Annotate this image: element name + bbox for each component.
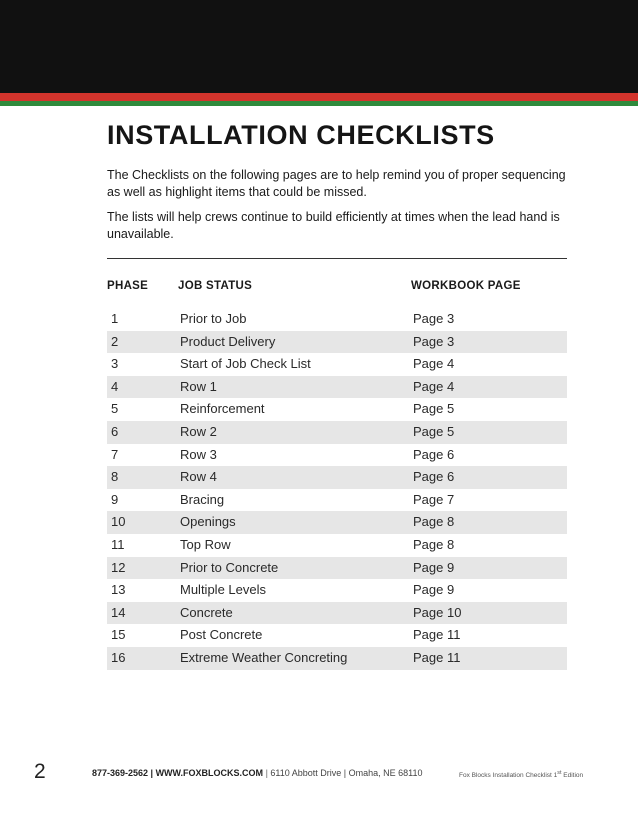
footer-contact-line [92, 768, 423, 778]
table-row [107, 421, 567, 444]
phase-cell: 13 [111, 582, 126, 598]
section-divider [107, 258, 567, 259]
phase-cell: 5 [111, 401, 119, 417]
table-row [107, 444, 567, 467]
job-status-cell: Row 3 [180, 446, 217, 462]
footer-edition [459, 770, 583, 779]
workbook-page-cell: Page 6 [413, 469, 455, 485]
page-number: 2 [34, 760, 46, 783]
workbook-page-cell: Page 4 [413, 356, 455, 372]
workbook-page-cell: Page 11 [413, 627, 461, 643]
footer-edition-superscript: st [557, 770, 562, 776]
table-row [107, 353, 567, 376]
checklist-table [107, 308, 567, 670]
footer-separator: | [263, 768, 271, 778]
table-row [107, 466, 567, 489]
workbook-page-cell: Page 8 [413, 514, 455, 530]
phase-cell: 3 [111, 356, 119, 372]
phase-cell: 6 [111, 423, 119, 439]
table-row [107, 331, 567, 354]
workbook-page-cell: Page 9 [413, 582, 455, 598]
table-row [107, 534, 567, 557]
table-row [107, 557, 567, 580]
workbook-page-cell: Page 4 [413, 378, 455, 394]
phase-cell: 11 [111, 536, 125, 552]
footer-edition-suffix: Edition [561, 772, 584, 780]
job-status-cell: Row 4 [180, 469, 217, 485]
workbook-page-cell: Page 6 [413, 446, 455, 462]
column-header-job-status: JOB STATUS [178, 280, 253, 292]
phase-cell: 1 [111, 311, 119, 326]
table-row [107, 579, 567, 602]
table-row [107, 489, 567, 512]
workbook-page-cell: Page 8 [413, 536, 455, 552]
footer-phone-and-website[interactable]: 877-369-2562 | WWW.FOXBLOCKS.COM [92, 768, 264, 778]
job-status-cell: Start of Job Check List [180, 356, 311, 372]
phase-cell: 15 [111, 627, 126, 643]
job-status-cell: Extreme Weather Concreting [180, 649, 348, 665]
job-status-cell: Reinforcement [180, 401, 265, 417]
header-green-stripe [0, 101, 638, 106]
phase-cell: 10 [111, 514, 126, 530]
job-status-cell: Top Row [180, 536, 231, 552]
footer-address: 6110 Abbott Drive | Omaha, NE 68110 [270, 768, 423, 778]
workbook-page-cell: Page 3 [413, 333, 455, 349]
job-status-cell: Prior to Job [180, 311, 247, 326]
table-row [107, 308, 567, 331]
job-status-cell: Row 1 [180, 378, 217, 394]
phase-cell: 7 [111, 446, 119, 462]
job-status-cell: Concrete [180, 604, 233, 620]
intro-paragraph-1: The Checklists on the following pages are to help remind you of proper sequencing as well as highlight items that could be missed. [107, 168, 566, 199]
phase-cell: 9 [111, 491, 119, 507]
workbook-page-cell: Page 5 [413, 401, 455, 417]
job-status-cell: Product Delivery [180, 333, 276, 349]
workbook-page-cell: Page 9 [413, 559, 455, 575]
table-row [107, 376, 567, 399]
phase-cell: 12 [111, 559, 126, 575]
job-status-cell: Row 2 [180, 423, 217, 439]
workbook-page-cell: Page 10 [413, 604, 462, 620]
column-header-phase: PHASE [107, 280, 149, 292]
phase-cell: 2 [111, 333, 119, 349]
phase-cell: 14 [111, 604, 126, 620]
table-row [107, 602, 567, 625]
page-title: INSTALLATION CHECKLISTS [107, 120, 495, 150]
phase-cell: 8 [111, 469, 119, 485]
job-status-cell: Bracing [180, 491, 225, 507]
table-row [107, 624, 567, 647]
table-row [107, 398, 567, 421]
table-row [107, 511, 567, 534]
phase-cell: 4 [111, 378, 119, 394]
job-status-cell: Multiple Levels [180, 582, 266, 598]
job-status-cell: Prior to Concrete [180, 559, 279, 575]
workbook-page-cell: Page 7 [413, 491, 455, 507]
workbook-page-cell: Page 5 [413, 423, 455, 439]
phase-cell: 16 [111, 649, 126, 665]
workbook-page-cell: Page 11 [413, 649, 461, 665]
intro-paragraph-2: The lists will help crews continue to build efficiently at times when the lead hand is unavailable. [107, 210, 560, 241]
workbook-page-cell: Page 3 [413, 311, 455, 326]
column-header-workbook-page: WORKBOOK PAGE [411, 280, 521, 292]
footer-edition-text: Fox Blocks Installation Checklist 1 [459, 772, 558, 780]
header-band [0, 0, 638, 93]
header-red-stripe [0, 93, 638, 101]
table-row [107, 647, 567, 670]
job-status-cell: Openings [180, 514, 236, 530]
job-status-cell: Post Concrete [180, 627, 263, 643]
